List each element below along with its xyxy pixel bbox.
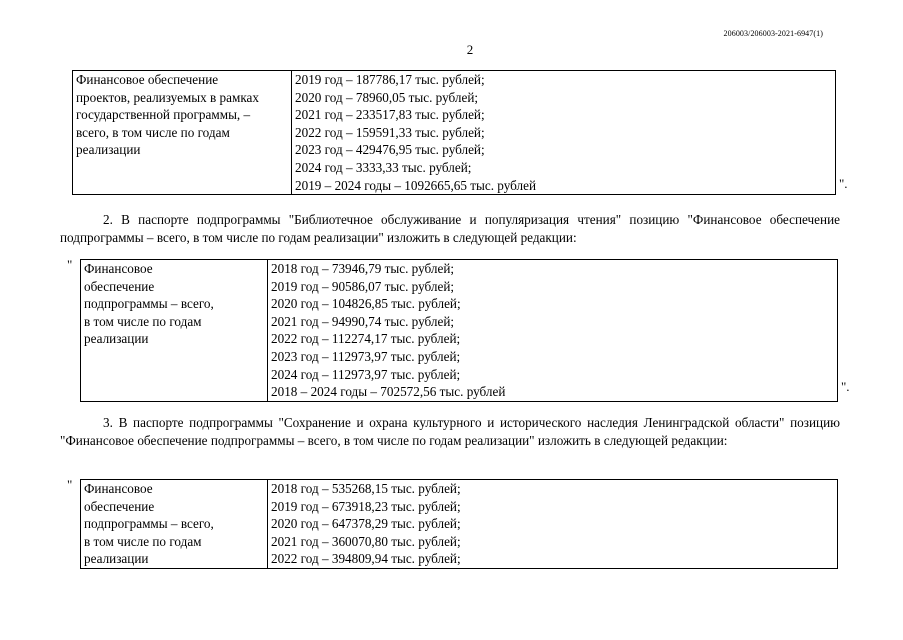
funding-year-row: 2020 год – 104826,85 тыс. рублей; [271,296,461,312]
funding-total-row: 2019 – 2024 годы – 1092665,65 тыс. рублей [295,177,537,193]
label-line: подпрограммы – всего, [84,296,214,312]
label-line: реализации [84,551,149,567]
label-line: обеспечение [84,498,155,514]
label-line: реализации [76,142,141,158]
table-label-cell [81,480,268,569]
closing-quote: ". [841,379,850,394]
funding-year-row: 2019 год – 187786,17 тыс. рублей; [295,72,485,87]
funding-table-heritage [80,479,838,569]
document-id: 206003/206003-2021-6947(1) [723,29,823,38]
funding-year-row: 2019 год – 90586,07 тыс. рублей; [271,278,455,294]
label-line: государственной программы, – [76,107,251,123]
paragraph-2: 2. В паспорте подпрограммы "Библиотечное обслуживание и популяризация чтения" позицию "Финансовое обеспечение подпрограммы – всего, в том числе по годам реализации" изложить в следующей редакции: [60,212,840,245]
page-number: 2 [466,42,474,57]
funding-year-row: 2024 год – 3333,33 тыс. рублей; [295,159,472,175]
closing-quote: ". [839,176,848,191]
paragraph-3: 3. В паспорте подпрограммы "Сохранение и охрана культурного и исторического наследия Ленинградской области" позицию "Финансовое обеспечение подпрограммы – всего, в том числе по годам реализации" изложить в следующей редакции: [60,415,840,448]
label-line: Финансовое [84,481,153,496]
funding-year-row: 2022 год – 159591,33 тыс. рублей; [295,124,485,140]
opening-quote: " [67,477,73,492]
funding-year-row: 2018 год – 535268,15 тыс. рублей; [271,481,461,496]
label-line: подпрограммы – всего, [84,516,214,532]
table-values-cell [268,260,838,402]
table-label-cell [73,71,292,195]
funding-year-row: 2023 год – 112973,97 тыс. рублей; [271,348,461,364]
funding-year-row: 2021 год – 94990,74 тыс. рублей; [271,313,455,329]
funding-year-row: 2020 год – 647378,29 тыс. рублей; [271,516,461,532]
label-line: Финансовое [84,261,153,276]
funding-table-library [80,259,838,402]
funding-year-row: 2023 год – 429476,95 тыс. рублей; [295,142,485,158]
label-line: Финансовое обеспечение [76,72,219,87]
opening-quote: " [67,257,73,272]
funding-year-row: 2021 год – 233517,83 тыс. рублей; [295,107,485,123]
label-line: реализации [84,331,149,347]
funding-year-row: 2021 год – 360070,80 тыс. рублей; [271,533,461,549]
label-line: обеспечение [84,278,155,294]
funding-total-row: 2018 – 2024 годы – 702572,56 тыс. рублей [271,384,506,400]
funding-year-row: 2018 год – 73946,79 тыс. рублей; [271,261,455,276]
label-line: проектов, реализуемых в рамках [76,89,259,105]
funding-year-row: 2020 год – 78960,05 тыс. рублей; [295,89,479,105]
funding-year-row: 2024 год – 112973,97 тыс. рублей; [271,366,461,382]
label-line: в том числе по годам [84,313,202,329]
table-label-cell [81,260,268,402]
label-line: в том числе по годам [84,533,202,549]
table-values-cell [268,480,838,569]
funding-table-projects [72,70,836,195]
funding-year-row: 2022 год – 394809,94 тыс. рублей; [271,551,461,567]
funding-year-row: 2019 год – 673918,23 тыс. рублей; [271,498,461,514]
label-line: всего, в том числе по годам [76,124,230,140]
funding-year-row: 2022 год – 112274,17 тыс. рублей; [271,331,461,347]
table-values-cell [292,71,836,195]
